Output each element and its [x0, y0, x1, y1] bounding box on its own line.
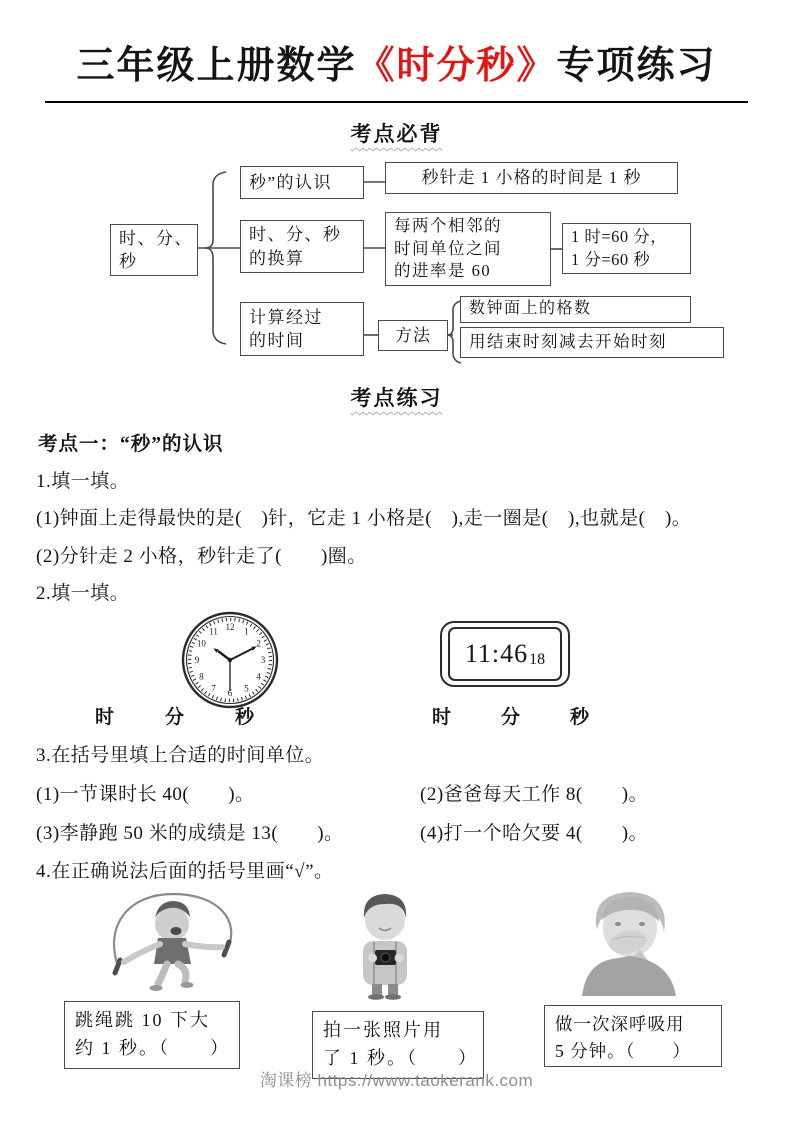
digital-clock — [440, 621, 570, 687]
question-3-item-3: (3)李静跑 50 米的成绩是 13( )。 — [36, 823, 344, 844]
footer — [0, 1066, 793, 1091]
question-2-stem: 2.填一填。 — [36, 583, 130, 604]
mindmap-node-formula: 1 时=60 分， 1 分=60 秒 — [562, 223, 691, 274]
mindmap-node-conversion-detail: 每两个相邻的 时间单位之间 的进率是 60 — [385, 212, 551, 286]
section-heading-practice: 考点练习 — [350, 386, 443, 410]
svg-text:5: 5 — [244, 683, 249, 694]
title-suffix: 专项练习 — [556, 45, 717, 87]
concept-mindmap — [0, 160, 793, 374]
svg-text:3: 3 — [260, 655, 266, 665]
svg-text:10: 10 — [196, 638, 206, 649]
mindmap-node-method2: 用结束时刻减去开始时刻 — [460, 327, 724, 358]
svg-text:7: 7 — [211, 683, 216, 694]
page-title — [0, 34, 793, 89]
boy-deep-breath-illustration — [552, 884, 707, 996]
option-2-caption-box: 拍一张照片用 了 1 秒。（ ） — [312, 1011, 484, 1079]
boy-jumping-rope-illustration — [88, 886, 258, 998]
question-4-stem: 4.在正确说法后面的括号里画“√”。 — [36, 861, 334, 882]
digital-clock-time: 11:46 — [464, 639, 529, 668]
svg-text:4: 4 — [256, 671, 261, 682]
svg-text:6: 6 — [227, 688, 233, 698]
digital-clock-seconds: 18 — [529, 651, 546, 668]
mindmap-node-method: 方法 — [378, 320, 448, 351]
mindmap-node-conversion: 时、分、秒 的换算 — [240, 220, 364, 273]
mindmap-node-method1: 数钟面上的格数 — [460, 296, 691, 323]
option-3-caption-box: 做一次深呼吸用 5 分钟。（ ） — [544, 1005, 722, 1067]
svg-text:9: 9 — [194, 655, 200, 665]
mindmap-node-seconds-detail: 秒针走 1 小格的时间是 1 秒 — [385, 162, 678, 194]
svg-text:2: 2 — [256, 638, 261, 649]
title-prefix: 三年级上册数学 — [76, 45, 357, 87]
exam-point-one-heading: 考点一：“秒”的认识 — [38, 434, 224, 455]
unit-labels-right: 时 分 秒 — [432, 707, 590, 728]
svg-text:12: 12 — [225, 622, 235, 632]
mindmap-node-elapsed-time: 计算经过 的时间 — [240, 302, 364, 356]
question-1-item-1: (1)钟面上走得最快的是( )针，它走 1 小格是( ),走一圈是( ),也就是( )。 — [36, 508, 692, 529]
unit-labels-left: 时 分 秒 — [95, 707, 255, 728]
question-1-stem: 1.填一填。 — [36, 471, 130, 492]
question-3-item-1: (1)一节课时长 40( )。 — [36, 784, 255, 805]
svg-text:8: 8 — [199, 671, 204, 682]
section-heading-must-memorize: 考点必背 — [350, 122, 443, 146]
mindmap-node-seconds: 秒”的认识 — [240, 166, 364, 199]
title-divider — [45, 101, 748, 103]
question-1-item-2: (2)分针走 2 小格，秒针走了( )圈。 — [36, 546, 367, 567]
mindmap-root-node: 时、分、 秒 — [110, 224, 198, 276]
svg-text:1: 1 — [244, 626, 249, 637]
option-1-caption-box: 跳绳跳 10 下大 约 1 秒。（ ） — [64, 1001, 240, 1069]
analog-clock-10-10-30 — [180, 610, 280, 710]
question-3-item-2: (2)爸爸每天工作 8( )。 — [420, 784, 649, 805]
svg-text:11: 11 — [209, 626, 218, 637]
boy-taking-photo-illustration — [300, 884, 470, 1000]
footer-site-link[interactable]: 淘课榜 https://www.taokerank.com — [259, 1071, 534, 1090]
question-3-item-4: (4)打一个哈欠要 4( )。 — [420, 823, 649, 844]
title-highlight: 《时分秒》 — [356, 45, 557, 87]
question-3-stem: 3.在括号里填上合适的时间单位。 — [36, 745, 325, 766]
